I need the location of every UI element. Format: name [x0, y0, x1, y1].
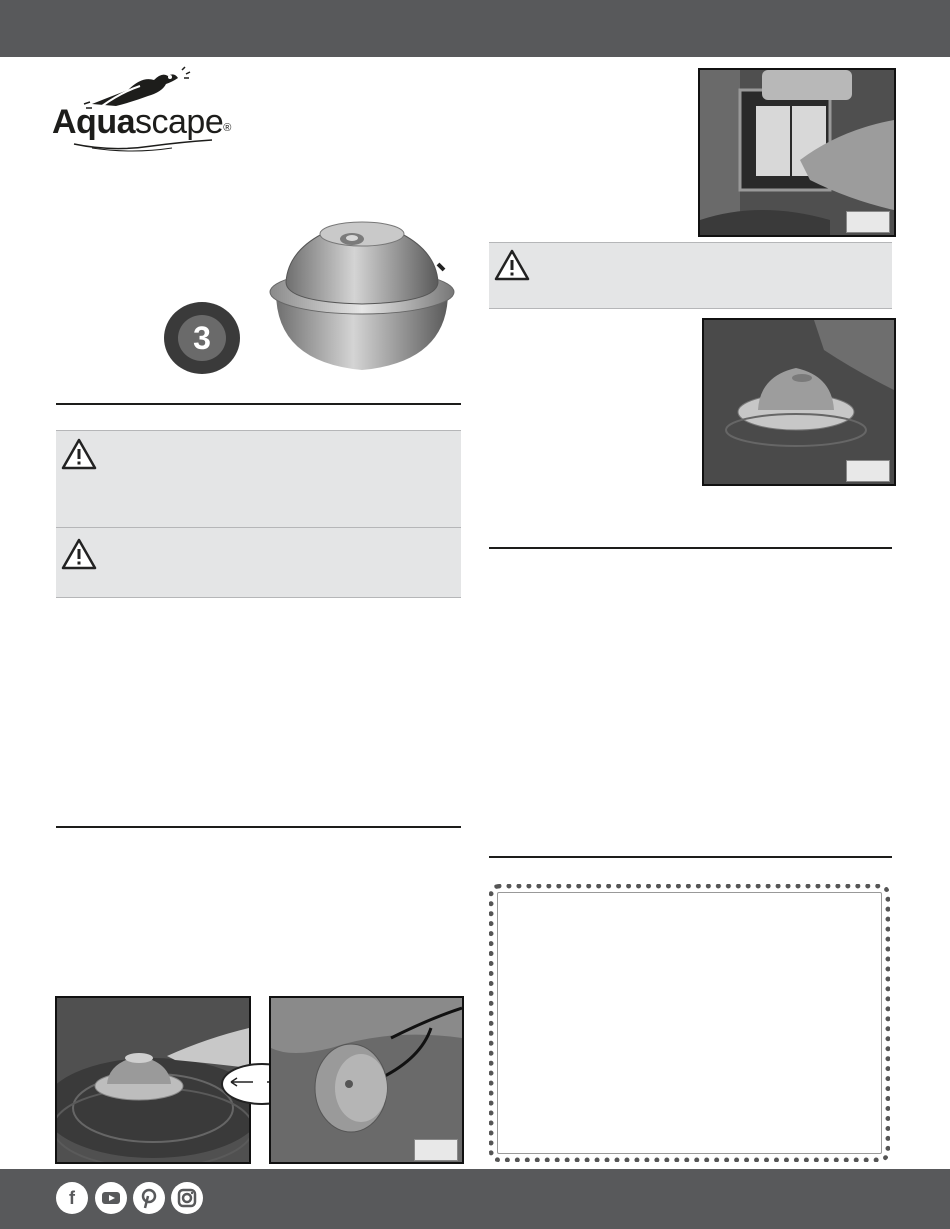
warning-triangle-icon — [61, 538, 97, 570]
figure-tag — [414, 1139, 458, 1161]
warning-box — [56, 430, 461, 529]
photo-heater-in-pond — [702, 318, 896, 486]
youtube-icon[interactable] — [95, 1182, 127, 1214]
warning-triangle-icon — [494, 249, 530, 281]
photo-gfci-outlet — [698, 68, 896, 237]
warning-box — [489, 242, 892, 309]
pinterest-icon[interactable] — [133, 1182, 165, 1214]
product-heater-image — [262, 212, 462, 377]
warranty-years: 3 — [193, 320, 211, 356]
header-bar — [0, 0, 950, 57]
notes-box — [489, 884, 890, 1162]
section-rule — [56, 826, 461, 828]
water-swoosh-icon — [72, 138, 222, 152]
aquascape-logo — [52, 66, 262, 152]
section-rule — [489, 856, 892, 858]
figure-tag — [846, 460, 890, 482]
section-rule — [56, 403, 461, 405]
facebook-icon[interactable]: f — [56, 1182, 88, 1214]
instagram-icon[interactable] — [171, 1182, 203, 1214]
logo-wordmark: Aquascape® — [52, 103, 231, 141]
warranty-badge — [163, 301, 241, 375]
warning-triangle-icon — [61, 438, 97, 470]
photo-heater-on-rocks — [269, 996, 464, 1164]
figure-tag — [846, 211, 890, 233]
section-rule — [489, 547, 892, 549]
warning-box — [56, 527, 461, 598]
